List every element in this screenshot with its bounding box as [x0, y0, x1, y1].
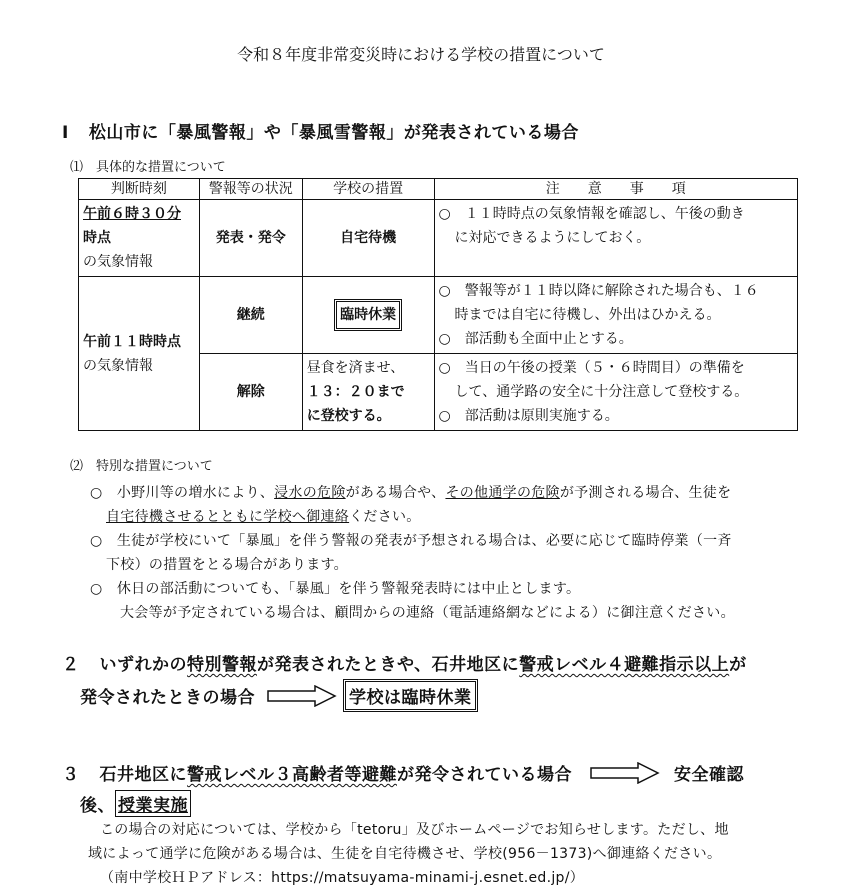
text-segment: 石井地区に: [99, 765, 187, 785]
subsection-1-label: ⑴ 具体的な措置について: [70, 160, 226, 175]
header-decision-time: 判断時刻: [79, 179, 200, 200]
special-measures-list: [90, 481, 735, 625]
cell-status-lifted: 解除: [199, 354, 302, 431]
note-line: ○ 部活動も全面中止とする。: [438, 331, 633, 347]
special-bullet-3-line-1: ○ 休日の部活動についても、「暴風」を伴う警報発表時には中止とします。: [90, 581, 581, 597]
note-line: 時までは自宅に待機し、外出はひかえる。: [454, 307, 721, 323]
text-segment: 後、: [80, 796, 115, 816]
section-3-heading: [62, 760, 744, 785]
right-arrow-icon: [267, 685, 337, 707]
closure-boxed-label: 臨時休業: [334, 299, 402, 331]
time-morning-info: の気象情報: [83, 254, 153, 270]
action-lift-line: 昼食を済ませ、: [306, 360, 405, 376]
cell-action-lifted: [302, 354, 434, 431]
cell-notes-continue: [434, 277, 797, 354]
header-notes: 注 意 事 項: [434, 179, 797, 200]
cell-notes-morning: [434, 200, 797, 277]
classes-resume-box: 授業実施: [115, 790, 191, 817]
section-3-line-2: [80, 790, 191, 817]
cell-action-closure: [302, 277, 434, 354]
table-row: [79, 277, 798, 354]
wavy-underlined-text: 特別警報: [187, 655, 257, 675]
text-segment: が予測される場合、生徒を: [559, 485, 732, 501]
section-1-heading: [62, 118, 579, 143]
text-segment: 発令されたときの場合: [80, 688, 255, 708]
text-segment: が: [729, 655, 747, 675]
table-row: [79, 200, 798, 277]
note-line: に対応できるようにしておく。: [454, 230, 651, 246]
closure-result-box: 学校は臨時休業: [343, 679, 478, 712]
section-3-number: ３: [62, 765, 80, 785]
special-bullet-1-line-1: [90, 481, 735, 505]
document-title: 令和８年度非常変災時における学校の措置について: [237, 45, 605, 64]
header-warning-status: 警報等の状況: [199, 179, 302, 200]
special-bullet-1-line-2: [90, 505, 735, 529]
text-segment: が発令されている場合: [397, 765, 572, 785]
time-morning-suffix: 時点: [83, 230, 111, 246]
cell-time-morning: [79, 200, 200, 277]
underlined-text: その他通学の危険: [445, 485, 560, 501]
time-eleven-info: の気象情報: [83, 357, 153, 374]
special-bullet-2-line-2: 下校）の措置をとる場合があります。: [106, 557, 348, 573]
cell-time-eleven: [79, 277, 200, 431]
action-lift-tail: に登校する。: [306, 408, 391, 424]
paragraph-line: 域によって通学に危険がある場合は、生徒を自宅待機させ、学校(956－1373)へ御連絡ください。: [88, 846, 722, 862]
section-2-number: ２: [62, 655, 80, 675]
cell-action-home-standby: 自宅待機: [302, 200, 434, 277]
right-arrow-icon: [590, 762, 660, 784]
table-header-row: [79, 179, 798, 200]
action-lift-time: １３：２０まで: [306, 384, 405, 400]
time-eleven-bold: 午前１１時時点: [83, 333, 181, 350]
text-segment: が発表されたときや、石井地区に: [257, 655, 520, 675]
text-segment: ○ 小野川等の増水により、: [90, 485, 275, 501]
note-line: ○ 部活動は原則実施する。: [438, 408, 619, 424]
paragraph-line: この場合の対応については、学校から「tetoru」及びホームページでお知らせします。ただし、地: [100, 822, 729, 838]
header-school-action: 学校の措置: [302, 179, 434, 200]
safety-check-text: 安全確認: [674, 765, 744, 785]
text-segment: いずれかの: [99, 655, 187, 675]
section-1-title: 松山市に「暴風警報」や「暴風雪警報」が発表されている場合: [88, 123, 579, 143]
note-line: して、通学路の安全に十分注意して登校する。: [454, 384, 749, 400]
note-line: ○ 警報等が１１時以降に解除された場合も、１６: [438, 283, 759, 299]
measures-table: [78, 178, 798, 431]
section-2-heading: [62, 650, 747, 675]
note-line: ○ 当日の午後の授業（５・６時間目）の準備を: [438, 360, 745, 376]
cell-status-issued: 発表・発令: [199, 200, 302, 277]
wavy-underlined-text: 警戒レベル３高齢者等避難: [187, 765, 397, 785]
time-morning-bold: 午前６時３０分: [83, 206, 181, 222]
school-url-line: （南中学校ＨＰアドレス：https://matsuyama-minami-j.esnet.ed.jp/）: [100, 870, 585, 886]
section-3-paragraph: [88, 818, 729, 890]
special-bullet-3-line-2: 大会等が予定されている場合は、顧問からの連絡（電話連絡網などによる）に御注意ください。: [120, 605, 735, 621]
section-2-line-2: [80, 679, 478, 712]
text-segment: がある場合や、: [345, 485, 446, 501]
underlined-text: 自宅待機させるとともに学校へ御連絡: [106, 509, 350, 525]
underlined-text: 浸水の危険: [274, 485, 346, 501]
cell-notes-lifted: [434, 354, 797, 431]
subsection-2-label: ⑵ 特別な措置について: [70, 459, 213, 474]
text-segment: ください。: [349, 509, 421, 525]
special-bullet-2-line-1: ○ 生徒が学校にいて「暴風」を伴う警報の発表が予想される場合は、必要に応じて臨時停業（一斉: [90, 533, 732, 549]
action-lift-line: [307, 404, 430, 428]
note-line: ○ １１時時点の気象情報を確認し、午後の動き: [438, 206, 745, 222]
wavy-underlined-text: 警戒レベル４避難指示以上: [519, 655, 730, 675]
cell-status-continue: 継続: [199, 277, 302, 354]
section-1-number: Ⅰ: [62, 123, 69, 143]
